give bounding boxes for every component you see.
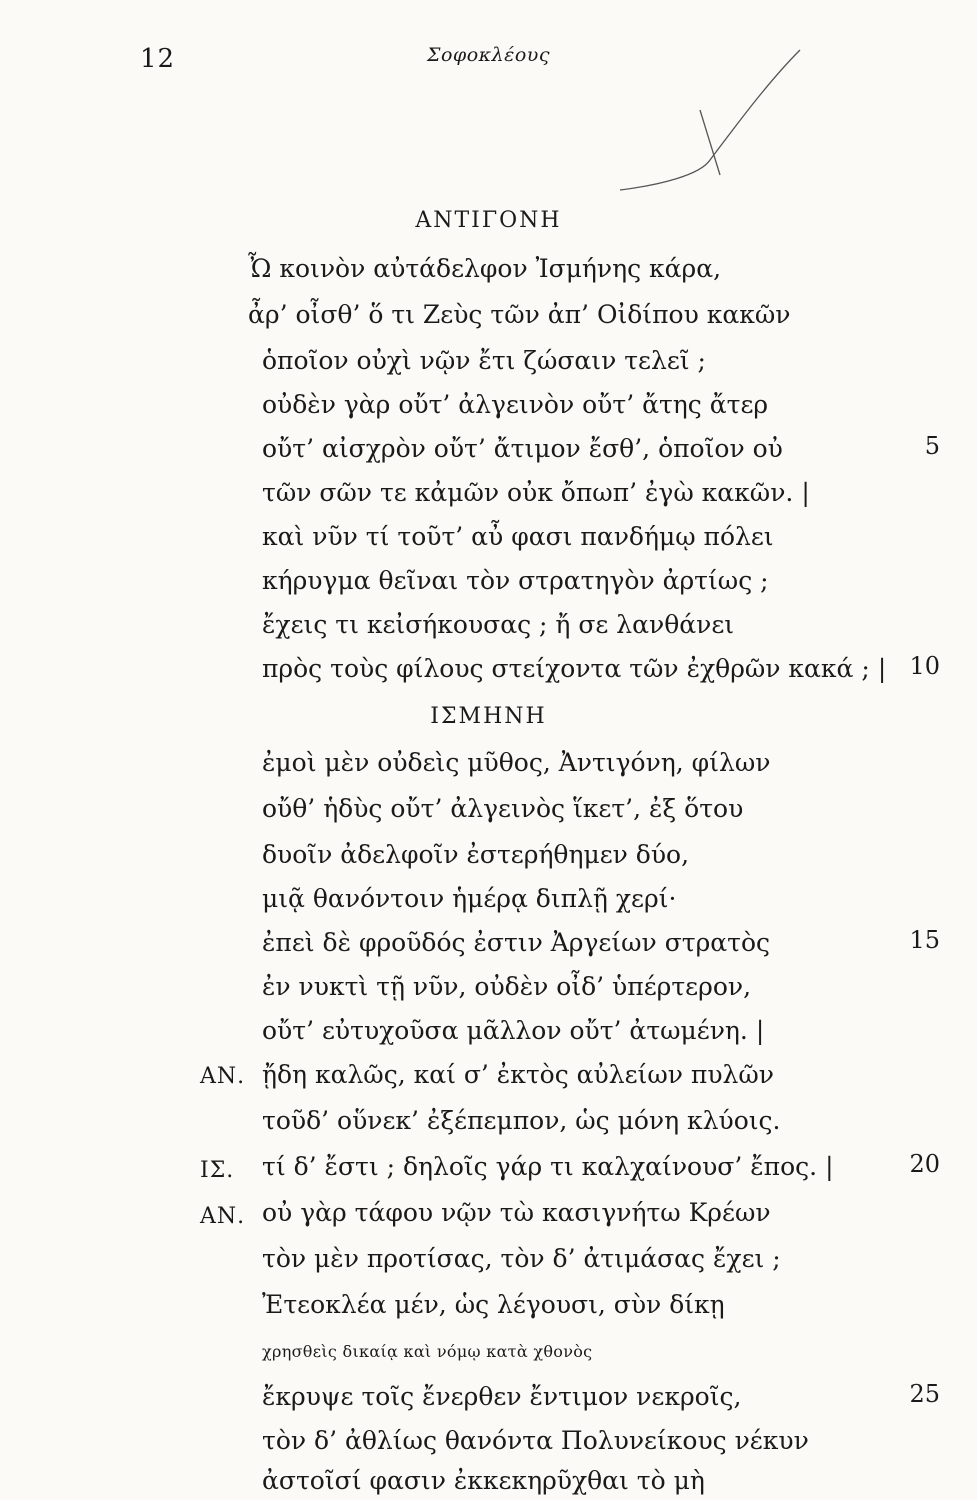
verse-line: μιᾷ θανόντοιν ἡμέρᾳ διπλῇ χερί·: [262, 884, 677, 913]
verse-line: τὸν δ’ ἀθλίως θανόντα Πολυνείκους νέκυν: [262, 1426, 809, 1455]
speaker-heading-antigone: ΑΝΤΙΓΟΝΗ: [415, 208, 562, 233]
verse-line: Ἐτεοκλέα μέν, ὡς λέγουσι, σὺν δίκῃ: [262, 1290, 725, 1319]
verse-line: πρὸς τοὺς φίλους στείχοντα τῶν ἐχθρῶν κακά ; |: [262, 654, 887, 683]
verse-line: ἔχεις τι κεἰσήκουσας ; ἤ σε λανθάνει: [262, 610, 735, 639]
verse-line: ἐν νυκτὶ τῇ νῦν, οὐδὲν οἶδ’ ὑπέρτερον,: [262, 972, 752, 1001]
verse-line: Ὦ κοινὸν αὐτάδελφον Ἰσμήνης κάρα,: [248, 254, 722, 283]
page-number: 12: [140, 44, 176, 74]
speaker-abbr-antigone: ΑΝ.: [200, 1204, 246, 1229]
line-number: 15: [909, 926, 940, 954]
speaker-heading-ismene: ΙΣΜΗΝΗ: [430, 704, 547, 729]
verse-division-mark: |: [801, 478, 810, 507]
running-head: Σοφοκλέους: [427, 44, 550, 66]
verse-line: ἐπεὶ δὲ φροῦδός ἐστιν Ἀργείων στρατὸς: [262, 928, 771, 957]
line-number: 25: [909, 1380, 940, 1408]
verse-line: οὔθ’ ἡδὺς οὔτ’ ἀλγεινὸς ἵκετ’, ἐξ ὅτου: [262, 794, 744, 823]
verse-line: τὸν μὲν προτίσας, τὸν δ’ ἀτιμάσας ἔχει ;: [262, 1244, 781, 1273]
pencil-annotation-mark: [600, 40, 810, 200]
verse-line: οὔτ’ αἰσχρὸν οὔτ’ ἄτιμον ἔσθ’, ὁποῖον οὐ: [262, 434, 783, 463]
verse-line: δυοῖν ἀδελφοῖν ἐστερήθημεν δύο,: [262, 840, 690, 869]
verse-line: τοῦδ’ οὕνεκ’ ἐξέπεμπον, ὡς μόνη κλύοις.: [262, 1106, 781, 1135]
verse-line: τί δ’ ἔστι ; δηλοῖς γάρ τι καλχαίνουσ’ ἔπος. |: [262, 1152, 834, 1181]
verse-line: ἐμοὶ μὲν οὐδεὶς μῦθος, Ἀντιγόνη, φίλων: [262, 748, 771, 777]
verse-line: οὔτ’ εὐτυχοῦσα μᾶλλον οὔτ’ ἀτωμένη. |: [262, 1016, 765, 1045]
speaker-abbr-ismene: ΙΣ.: [200, 1158, 235, 1183]
line-number: 10: [909, 652, 940, 680]
line-number: 20: [909, 1150, 940, 1178]
line-number: 5: [924, 432, 940, 460]
verse-line-inserted: χρησθεὶς δικαίᾳ καὶ νόμῳ κατὰ χθονὸς: [262, 1342, 593, 1361]
verse-division-mark: |: [755, 1016, 765, 1045]
speaker-abbr-antigone: ΑΝ.: [200, 1064, 246, 1089]
verse-line: οὐ γὰρ τάφου νῷν τὼ κασιγνήτω Κρέων: [262, 1198, 771, 1227]
verse-line: ἆρ’ οἶσθ’ ὅ τι Ζεὺς τῶν ἀπ’ Οἰδίπου κακῶν: [248, 300, 791, 329]
verse-line: κήρυγμα θεῖναι τὸν στρατηγὸν ἀρτίως ;: [262, 566, 769, 595]
verse-line: ᾔδη καλῶς, καί σ’ ἐκτὸς αὐλείων πυλῶν: [262, 1060, 774, 1089]
verse-line: ὁποῖον οὐχὶ νῷν ἔτι ζώσαιν τελεῖ ;: [262, 346, 706, 375]
verse-line: οὐδὲν γὰρ οὔτ’ ἀλγεινὸν οὔτ’ ἄτης ἄτερ: [262, 390, 769, 419]
verse-division-mark: |: [825, 1152, 834, 1181]
verse-line: καὶ νῦν τί τοῦτ’ αὖ φασι πανδήμῳ πόλει: [262, 522, 774, 551]
verse-line: ἔκρυψε τοῖς ἔνερθεν ἔντιμον νεκροῖς,: [262, 1382, 742, 1411]
verse-division-mark: |: [877, 654, 887, 683]
verse-line: ἀστοῖσί φασιν ἐκκεκηρῦχθαι τὸ μὴ: [262, 1466, 705, 1495]
verse-line: τῶν σῶν τε κἀμῶν οὐκ ὄπωπ’ ἐγὼ κακῶν. |: [262, 478, 810, 507]
